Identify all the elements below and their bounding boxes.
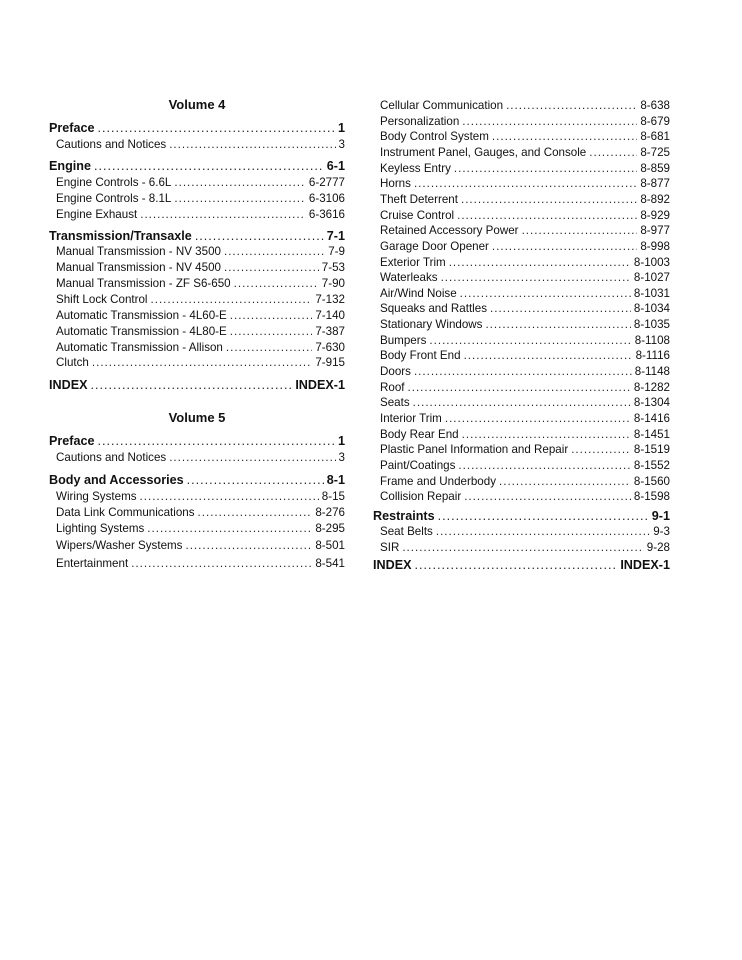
toc-entry-label: Body Rear End	[380, 427, 459, 441]
toc-entry-page: 8-1031	[633, 286, 670, 300]
toc-entry-manual-transmission-nv-4500[interactable]	[49, 259, 345, 275]
toc-entry-page: 8-1116	[635, 349, 670, 363]
toc-entry-page: 8-638	[640, 99, 670, 112]
toc-entry-label: Body and Accessories	[49, 473, 184, 487]
dot-leader	[140, 490, 319, 504]
toc-entry-body-front-end[interactable]	[373, 347, 670, 363]
dot-leader	[91, 378, 293, 392]
dot-leader	[415, 558, 618, 572]
dot-leader	[492, 130, 637, 144]
dot-leader	[436, 525, 650, 539]
toc-entry-label: Manual Transmission - NV 3500	[56, 245, 221, 258]
toc-entry-entertainment[interactable]	[49, 555, 345, 571]
dot-leader	[147, 522, 312, 536]
toc-entry-page: 8-892	[640, 192, 670, 206]
toc-entry-page: 9-3	[653, 525, 670, 538]
toc-entry-sir[interactable]	[373, 539, 670, 555]
toc-entry-page: 7-915	[315, 356, 345, 369]
dot-leader	[589, 146, 637, 160]
dot-leader	[408, 381, 631, 395]
dot-leader	[441, 271, 631, 285]
toc-entry-automatic-transmission-allison[interactable]	[49, 339, 345, 355]
toc-entry-restraints[interactable]	[373, 507, 670, 523]
toc-entry-label: Bumpers	[380, 333, 427, 347]
toc-entry-page: 1	[337, 434, 345, 448]
toc-entry-cautions-and-notices[interactable]	[49, 449, 345, 465]
dot-leader	[195, 229, 324, 243]
toc-entry-seat-belts[interactable]	[373, 523, 670, 539]
dot-leader	[414, 365, 632, 379]
toc-entry-page: 7-1	[326, 229, 345, 243]
toc-entry-page: 8-877	[640, 177, 670, 191]
toc-entry-label: Automatic Transmission - Allison	[56, 341, 223, 354]
toc-entry-shift-lock-control[interactable]	[49, 291, 345, 307]
dot-leader	[230, 325, 313, 339]
toc-entry-label: Retained Accessory Power	[380, 224, 519, 238]
toc-entry-waterleaks[interactable]	[373, 269, 670, 285]
dot-leader	[458, 459, 630, 473]
toc-entry-label: Preface	[49, 434, 95, 448]
dot-leader	[140, 208, 306, 222]
toc-entry-label: Paint/Coatings	[380, 458, 456, 472]
toc-entry-label: Manual Transmission - ZF S6-650	[56, 277, 231, 290]
toc-entry-label: Body Control System	[380, 130, 489, 144]
dot-leader	[234, 277, 319, 291]
toc-entry-label: Theft Deterrent	[380, 192, 458, 206]
toc-entry-label: Data Link Communications	[56, 506, 195, 519]
dot-leader	[499, 475, 631, 489]
toc-entry-page: 8-1003	[633, 255, 670, 269]
dot-leader	[98, 121, 335, 135]
toc-entry-label: Stationary Windows	[380, 318, 483, 332]
toc-entry-page: 7-9	[328, 245, 345, 258]
toc-entry-page: 8-1598	[633, 490, 670, 504]
dot-leader	[92, 356, 312, 370]
toc-entry-label: Doors	[380, 365, 411, 379]
toc-entry-cruise-control[interactable]	[373, 207, 670, 223]
dot-leader	[198, 506, 313, 520]
toc-entry-label: Automatic Transmission - 4L60-E	[56, 309, 227, 322]
toc-entry-index[interactable]	[49, 376, 345, 392]
toc-entry-garage-door-opener[interactable]	[373, 238, 670, 254]
toc-entry-label: Body Front End	[380, 349, 461, 363]
dot-leader	[460, 287, 631, 301]
toc-entry-page: 8-1	[326, 473, 345, 487]
toc-entry-cellular-communication[interactable]	[373, 97, 670, 113]
toc-entry-page: 8-276	[315, 506, 345, 519]
dot-leader	[464, 490, 631, 504]
toc-entry-page: 9-1	[651, 509, 670, 523]
toc-entry-page: 8-1034	[633, 302, 670, 316]
dot-leader	[454, 162, 637, 176]
toc-entry-page: 8-1451	[633, 427, 670, 441]
toc-entry-page: 6-1	[326, 159, 345, 173]
toc-entry-page: 8-859	[640, 161, 670, 175]
toc-entry-page: 8-541	[315, 557, 345, 570]
toc-entry-body-rear-end[interactable]	[373, 426, 670, 442]
dot-leader	[490, 302, 631, 316]
toc-entry-automatic-transmission-4l60-e[interactable]	[49, 307, 345, 323]
toc-entry-page: 3	[338, 451, 345, 464]
toc-entry-personalization[interactable]	[373, 113, 670, 129]
toc-entry-page: 6-2777	[308, 176, 345, 189]
toc-entry-lighting-systems[interactable]	[49, 520, 345, 536]
toc-entry-page: 8-998	[640, 239, 670, 253]
toc-entry-bumpers[interactable]	[373, 332, 670, 348]
toc-entry-page: 6-3106	[308, 192, 345, 205]
toc-entry-paint-coatings[interactable]	[373, 457, 670, 473]
toc-entry-page: 8-977	[640, 224, 670, 238]
toc-entry-page: 8-1304	[633, 396, 670, 410]
toc-entry-label: Frame and Underbody	[380, 474, 496, 488]
toc-entry-label: Manual Transmission - NV 4500	[56, 261, 221, 274]
toc-entry-horns[interactable]	[373, 175, 670, 191]
toc-entry-label: Wipers/Washer Systems	[56, 539, 183, 552]
toc-entry-page: 8-1282	[633, 380, 670, 394]
dot-leader	[224, 261, 319, 275]
toc-entry-label: Engine	[49, 159, 91, 173]
toc-entry-instrument-panel-gauges-and-console[interactable]	[373, 144, 670, 160]
toc-entry-page: 9-28	[646, 541, 670, 554]
toc-entry-label: Keyless Entry	[380, 161, 451, 175]
dot-leader	[224, 245, 325, 259]
dot-leader	[185, 539, 312, 553]
toc-entry-label: Restraints	[373, 509, 435, 523]
toc-entry-plastic-panel-information-and-repair[interactable]	[373, 441, 670, 457]
toc-entry-page: 8-1108	[634, 333, 670, 347]
dot-leader	[94, 159, 324, 173]
toc-entry-page: 8-1416	[633, 412, 670, 425]
dot-leader	[413, 396, 631, 410]
dot-leader	[571, 443, 631, 457]
toc-entry-label: Squeaks and Rattles	[380, 302, 487, 316]
dot-leader	[174, 192, 306, 206]
toc-entry-label: INDEX	[373, 558, 412, 572]
toc-entry-page: 8-1035	[633, 318, 670, 332]
toc-entry-page: 7-53	[321, 261, 345, 274]
toc-entry-label: Lighting Systems	[56, 522, 145, 535]
toc-entry-label: Preface	[49, 121, 95, 135]
toc-entry-label: SIR	[380, 541, 400, 554]
toc-entry-label: Cautions and Notices	[56, 451, 167, 464]
toc-entry-clutch[interactable]	[49, 354, 345, 370]
dot-leader	[151, 293, 313, 307]
dot-leader	[462, 115, 637, 129]
toc-entry-label: Plastic Panel Information and Repair	[380, 443, 569, 457]
toc-entry-manual-transmission-nv-3500[interactable]	[49, 243, 345, 259]
toc-entry-page: 8-295	[315, 522, 345, 535]
toc-entry-data-link-communications[interactable]	[49, 504, 345, 520]
dot-leader	[429, 334, 631, 348]
toc-entry-theft-deterrent[interactable]	[373, 191, 670, 207]
toc-entry-engine-controls-6-6l[interactable]	[49, 174, 345, 190]
toc-entry-keyless-entry[interactable]	[373, 160, 670, 176]
dot-leader	[174, 176, 306, 190]
toc-entry-label: Automatic Transmission - 4L80-E	[56, 325, 227, 338]
dot-leader	[131, 557, 312, 571]
toc-entry-page: 3	[338, 138, 345, 151]
dot-leader	[438, 509, 649, 523]
toc-entry-page: 8-1552	[633, 458, 670, 472]
toc-entry-label: Shift Lock Control	[56, 293, 148, 306]
toc-entry-page: 8-929	[640, 208, 670, 222]
toc-entry-engine-controls-8-1l[interactable]	[49, 190, 345, 206]
dot-leader	[464, 349, 633, 363]
dot-leader	[226, 341, 312, 355]
dot-leader	[445, 412, 631, 426]
toc-entry-page: INDEX-1	[295, 378, 345, 392]
dot-leader	[187, 473, 324, 487]
toc-entry-doors[interactable]	[373, 363, 670, 379]
toc-entry-label: Transmission/Transaxle	[49, 229, 192, 243]
toc-entry-label: Entertainment	[56, 557, 129, 570]
toc-entry-label: Cruise Control	[380, 208, 455, 222]
toc-entry-label: Engine Controls - 6.6L	[56, 176, 172, 189]
toc-entry-label: Collision Repair	[380, 490, 462, 504]
toc-entry-page: 8-1560	[633, 474, 670, 488]
toc-entry-label: Horns	[380, 177, 411, 191]
toc-entry-transmission-transaxle[interactable]	[49, 227, 345, 243]
toc-entry-label: Instrument Panel, Gauges, and Console	[380, 145, 587, 159]
toc-entry-label: Garage Door Opener	[380, 239, 489, 253]
dot-leader	[462, 428, 631, 442]
toc-entry-label: Exterior Trim	[380, 255, 446, 269]
toc-entry-collision-repair[interactable]	[373, 488, 670, 504]
toc-entry-interior-trim[interactable]	[373, 410, 670, 426]
dot-leader	[506, 99, 637, 113]
toc-entry-label: Cellular Communication	[380, 99, 504, 112]
toc-entry-wiring-systems[interactable]	[49, 488, 345, 504]
toc-entry-page: 7-90	[321, 277, 345, 290]
toc-entry-label: Clutch	[56, 356, 89, 369]
toc-entry-exterior-trim[interactable]	[373, 254, 670, 270]
toc-entry-squeaks-and-rattles[interactable]	[373, 300, 670, 316]
dot-leader	[522, 224, 638, 238]
toc-entry-page: 8-725	[640, 145, 670, 159]
toc-entry-label: Engine Exhaust	[56, 208, 138, 221]
toc-entry-page: 8-501	[315, 539, 345, 552]
toc-entry-label: Wiring Systems	[56, 490, 137, 503]
toc-entry-preface[interactable]	[49, 119, 345, 135]
dot-leader	[485, 318, 630, 332]
volume-5-title: Volume 5	[168, 410, 226, 425]
toc-entry-page: 1	[337, 121, 345, 135]
toc-entry-page: 8-681	[640, 130, 670, 144]
toc-entry-body-and-accessories[interactable]	[49, 471, 345, 487]
dot-leader	[169, 451, 335, 465]
dot-leader	[169, 138, 335, 152]
toc-entry-engine[interactable]	[49, 157, 345, 173]
toc-entry-index[interactable]	[373, 556, 670, 572]
toc-entry-label: Roof	[380, 380, 405, 394]
dot-leader	[457, 209, 637, 223]
toc-entry-roof[interactable]	[373, 379, 670, 395]
toc-entry-page: 7-140	[315, 309, 345, 322]
dot-leader	[414, 177, 637, 191]
toc-entry-seats[interactable]	[373, 394, 670, 410]
toc-entry-page: 8-679	[640, 114, 670, 128]
toc-entry-label: Air/Wind Noise	[380, 286, 457, 300]
toc-entry-body-control-system[interactable]	[373, 128, 670, 144]
toc-entry-page: 6-3616	[308, 208, 345, 221]
toc-entry-page: INDEX-1	[620, 558, 670, 572]
toc-entry-page: 8-1027	[633, 271, 670, 285]
toc-entry-retained-accessory-power[interactable]	[373, 222, 670, 238]
toc-entry-page: 7-387	[315, 325, 345, 338]
toc-entry-label: Engine Controls - 8.1L	[56, 192, 172, 205]
toc-entry-label: Seat Belts	[380, 525, 433, 538]
dot-leader	[230, 309, 313, 323]
toc-entry-label: Seats	[380, 396, 410, 410]
dot-leader	[98, 434, 335, 448]
toc-entry-label: Waterleaks	[380, 271, 438, 285]
toc-entry-automatic-transmission-4l80-e[interactable]	[49, 323, 345, 339]
toc-entry-page: 7-630	[315, 341, 345, 354]
toc-entry-label: Cautions and Notices	[56, 138, 167, 151]
toc-entry-manual-transmission-zf-s6-650[interactable]	[49, 275, 345, 291]
toc-entry-frame-and-underbody[interactable]	[373, 473, 670, 489]
dot-leader	[492, 240, 637, 254]
toc-entry-label: Interior Trim	[380, 412, 442, 425]
dot-leader	[402, 541, 643, 555]
toc-entry-wipers-washer-systems[interactable]	[49, 537, 345, 553]
toc-entry-label: Personalization	[380, 114, 460, 128]
volume-4-title: Volume 4	[168, 97, 226, 112]
toc-entry-preface[interactable]	[49, 432, 345, 448]
toc-entry-air-wind-noise[interactable]	[373, 285, 670, 301]
toc-entry-page: 8-1519	[633, 443, 670, 457]
toc-entry-cautions-and-notices[interactable]	[49, 136, 345, 152]
toc-entry-page: 8-15	[321, 490, 345, 503]
toc-entry-page: 7-132	[315, 293, 345, 306]
dot-leader	[449, 256, 631, 270]
toc-entry-engine-exhaust[interactable]	[49, 206, 345, 222]
toc-entry-label: INDEX	[49, 378, 88, 392]
toc-entry-page: 8-1148	[634, 365, 670, 379]
dot-leader	[461, 193, 637, 207]
toc-entry-stationary-windows[interactable]	[373, 316, 670, 332]
